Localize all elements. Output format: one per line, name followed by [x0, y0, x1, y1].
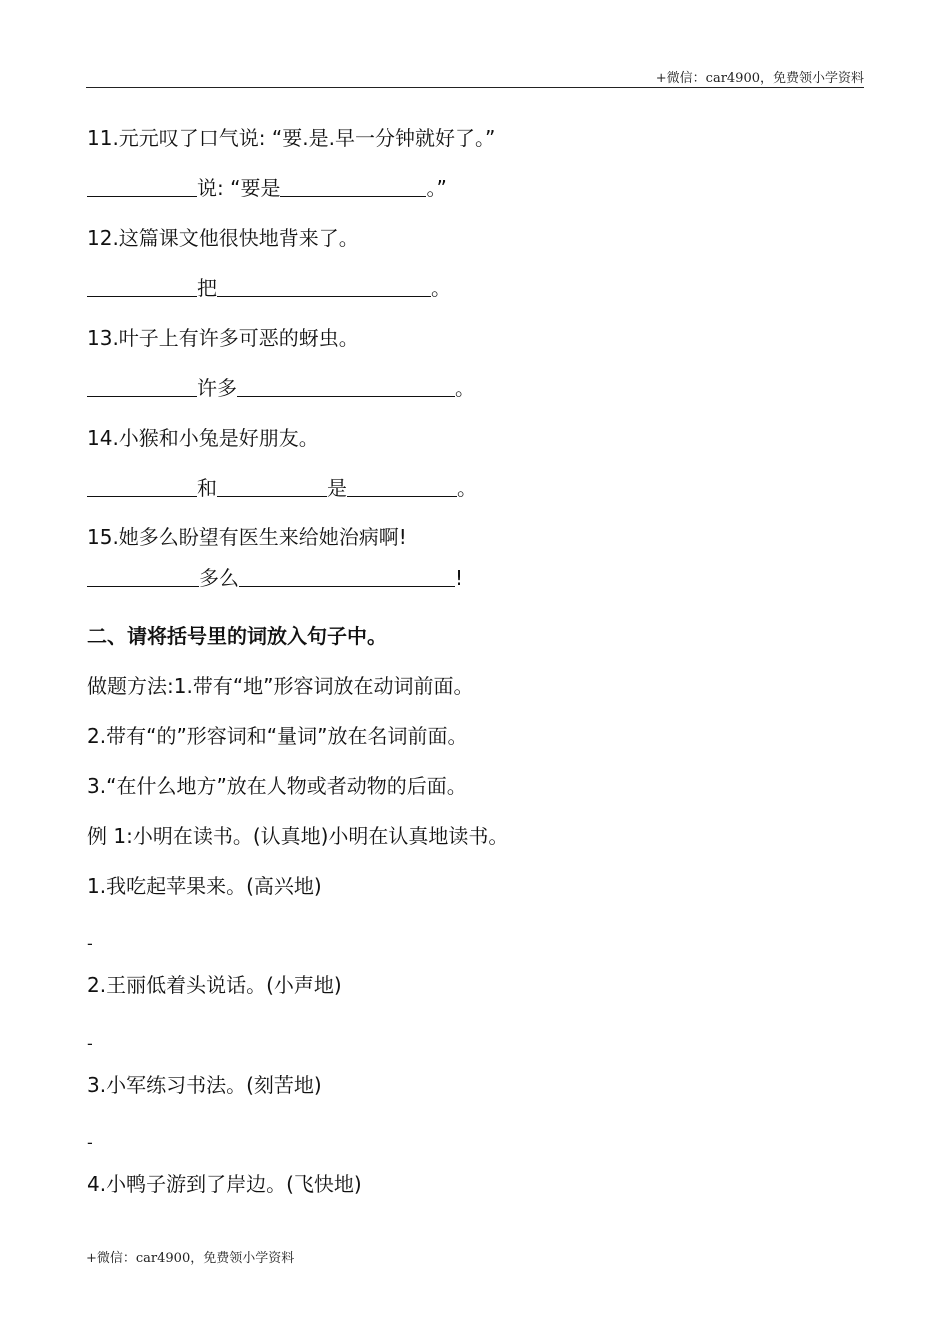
section-2-title: 二、请将括号里的词放入句子中。: [87, 624, 387, 648]
blank[interactable]: [217, 274, 431, 297]
example-line: 例 1:小明在读书。(认真地)小明在认真地读书。: [87, 824, 509, 848]
template-text: 许多: [197, 376, 237, 400]
template-text: 。: [457, 476, 477, 500]
exercise-12-answer-line: [87, 274, 451, 302]
blank[interactable]: [87, 374, 197, 397]
method-line-2: 2.带有“的”形容词和“量词”放在名词前面。: [87, 724, 468, 748]
template-text: 。: [431, 276, 451, 300]
exercise-14-answer-line: [87, 474, 477, 502]
blank[interactable]: [280, 174, 426, 197]
exercise-2-4: 4.小鸭子游到了岸边。(飞快地): [87, 1172, 362, 1196]
template-text: 多么: [199, 566, 239, 590]
page-header-note: +微信：car4900，免费领小学资料: [655, 71, 864, 86]
blank[interactable]: [87, 274, 197, 297]
blank[interactable]: [347, 474, 457, 497]
exercise-15-answer-line: [87, 564, 463, 592]
exercise-11-answer-line: [87, 174, 447, 202]
template-text: 。”: [426, 176, 447, 200]
exercise-15-sentence: 15.她多么盼望有医生来给她治病啊!: [87, 525, 407, 549]
blank[interactable]: [87, 564, 199, 587]
exercise-13-answer-line: [87, 374, 475, 402]
page-footer-note: +微信：car4900，免费领小学资料: [86, 1251, 295, 1266]
template-text: 把: [197, 276, 217, 300]
exercise-12-sentence: 12.这篇课文他很快地背来了。: [87, 226, 359, 250]
answer-marker[interactable]: -: [87, 934, 93, 953]
template-text: 说: “要是: [197, 176, 281, 200]
blank[interactable]: [87, 174, 197, 197]
answer-marker[interactable]: -: [87, 1133, 93, 1152]
blank[interactable]: [237, 374, 455, 397]
exercise-2-3: 3.小军练习书法。(刻苦地): [87, 1073, 322, 1097]
template-text: 。: [455, 376, 475, 400]
method-line-3: 3.“在什么地方”放在人物或者动物的后面。: [87, 774, 467, 798]
header-divider: [86, 87, 864, 88]
template-text: 和: [197, 476, 217, 500]
blank[interactable]: [239, 564, 455, 587]
exercise-14-sentence: 14.小猴和小兔是好朋友。: [87, 426, 319, 450]
answer-marker[interactable]: -: [87, 1034, 93, 1053]
exercise-11-sentence: 11.元元叹了口气说: “要.是.早一分钟就好了。”: [87, 126, 496, 150]
template-text: !: [455, 566, 464, 590]
blank[interactable]: [87, 474, 197, 497]
template-text: 是: [327, 476, 347, 500]
blank[interactable]: [217, 474, 327, 497]
method-line-1: 做题方法:1.带有“地”形容词放在动词前面。: [87, 674, 474, 698]
exercise-13-sentence: 13.叶子上有许多可恶的蚜虫。: [87, 326, 359, 350]
exercise-2-1: 1.我吃起苹果来。(高兴地): [87, 874, 322, 898]
exercise-2-2: 2.王丽低着头说话。(小声地): [87, 973, 342, 997]
